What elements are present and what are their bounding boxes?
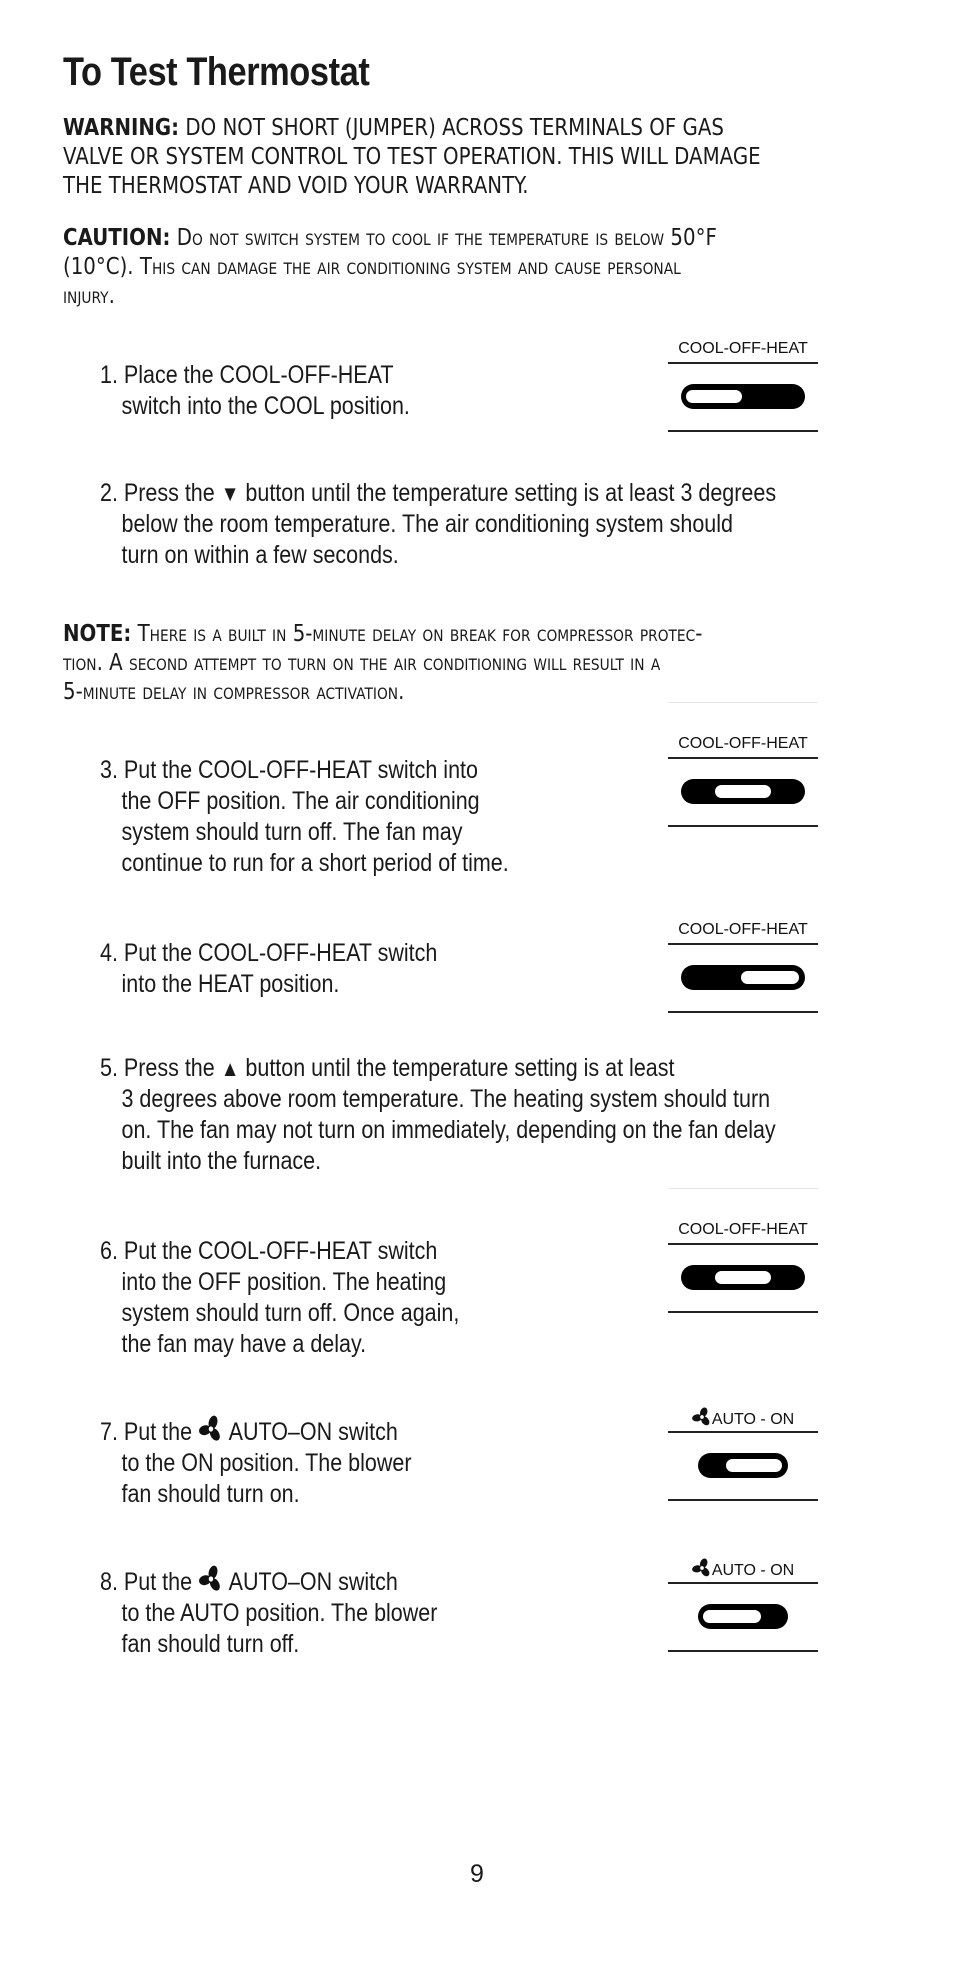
step-7-prefix: 7. Put the (100, 1418, 199, 1446)
step-5-suffix: button until the temperature setting is at least (239, 1054, 675, 1082)
mode-switch-cool (668, 338, 818, 432)
note-label: NOTE: (63, 621, 132, 647)
note-paragraph (63, 620, 897, 707)
switch-knob (739, 969, 801, 986)
warning-label: WARNING: (63, 115, 180, 141)
warning-line-2: VALVE OR SYSTEM CONTROL TO TEST OPERATION. THIS WILL DAMAGE (63, 144, 761, 170)
step-7-line-3: fan should turn on. (121, 1480, 300, 1508)
down-arrow-icon: ▼ (220, 481, 240, 506)
step-2-line-2: below the room temperature. The air conditioning system should (121, 510, 733, 538)
step-5-line-3: on. The fan may not turn on immediately, depending on the fan delay (121, 1116, 776, 1144)
step-6-line-3: system should turn off. Once again, (121, 1299, 460, 1327)
fan-icon (198, 1565, 224, 1593)
warning-line-3: THE THERMOSTAT AND VOID YOUR WARRANTY. (63, 173, 529, 199)
step-6-line-4: the fan may have a delay. (121, 1330, 367, 1358)
warning-paragraph (63, 114, 897, 201)
step-1-line-2: switch into the COOL position. (121, 392, 410, 420)
step-7-suffix: AUTO–ON switch (223, 1418, 398, 1446)
mode-switch-off-2 (668, 1219, 818, 1313)
caution-paragraph (63, 224, 897, 311)
note-line-3: 5-minute delay in compressor activation. (63, 679, 405, 705)
caution-line-2: (10°C). This can damage the air conditioning system and cause personal (63, 254, 681, 280)
step-2 (100, 478, 776, 571)
switch-knob (724, 1457, 784, 1474)
step-1-line-1: 1. Place the COOL-OFF-HEAT (100, 361, 394, 389)
step-3-line-2: the OFF position. The air conditioning (121, 787, 480, 815)
step-4-line-2: into the HEAT position. (121, 970, 340, 998)
switch-track (681, 384, 805, 409)
step-4-line-1: 4. Put the COOL-OFF-HEAT switch (100, 939, 438, 967)
step-5 (100, 1053, 776, 1177)
switch-track (698, 1604, 788, 1629)
divider (668, 702, 818, 703)
caution-label: CAUTION: (63, 225, 171, 251)
fan-icon (692, 1407, 712, 1427)
step-1 (100, 360, 410, 422)
fan-switch-auto (668, 1558, 818, 1652)
fan-icon (198, 1415, 224, 1443)
fan-switch-text: AUTO - ON (711, 1562, 795, 1579)
caution-line-3: injury. (63, 283, 115, 309)
fan-switch-label (668, 1407, 818, 1429)
step-2-suffix: button until the temperature setting is at least 3 degrees (239, 479, 777, 507)
step-6-line-1: 6. Put the COOL-OFF-HEAT switch (100, 1237, 438, 1265)
step-3 (100, 755, 509, 879)
step-2-prefix: 2. Press the (100, 479, 221, 507)
mode-switch-heat (668, 919, 818, 1013)
step-5-prefix: 5. Press the (100, 1054, 221, 1082)
step-8-suffix: AUTO–ON switch (223, 1568, 398, 1596)
fan-icon (692, 1558, 712, 1578)
warning-line-1: DO NOT SHORT (JUMPER) ACROSS TERMINALS OF GAS (185, 115, 724, 141)
mode-switch-label: COOL-OFF-HEAT (678, 1221, 808, 1238)
step-8-line-3: fan should turn off. (121, 1630, 300, 1658)
switch-knob (713, 783, 773, 800)
up-arrow-icon: ▲ (220, 1056, 240, 1081)
step-6 (100, 1236, 459, 1360)
switch-track (698, 1453, 788, 1478)
mode-switch-label: COOL-OFF-HEAT (678, 735, 808, 752)
step-3-line-3: system should turn off. The fan may (121, 818, 463, 846)
fan-switch-label (668, 1558, 818, 1580)
step-8-prefix: 8. Put the (100, 1568, 199, 1596)
page-number: 9 (470, 1860, 484, 1888)
switch-track (681, 1265, 805, 1290)
step-8 (100, 1565, 437, 1660)
step-2-line-3: turn on within a few seconds. (121, 541, 399, 569)
divider (668, 1188, 818, 1189)
step-4 (100, 938, 437, 1000)
switch-knob (713, 1269, 773, 1286)
note-line-1: There is a built in 5-minute delay on break for compressor protec- (137, 621, 703, 647)
step-8-line-2: to the AUTO position. The blower (121, 1599, 438, 1627)
mode-switch-label: COOL-OFF-HEAT (678, 921, 808, 938)
fan-switch-on (668, 1407, 818, 1501)
step-3-line-1: 3. Put the COOL-OFF-HEAT switch into (100, 756, 478, 784)
caution-line-1: Do not switch system to cool if the temperature is below 50°F (176, 225, 717, 251)
mode-switch-label: COOL-OFF-HEAT (678, 340, 808, 357)
fan-switch-text: AUTO - ON (711, 1411, 795, 1428)
step-7-line-2: to the ON position. The blower (121, 1449, 412, 1477)
step-3-line-4: continue to run for a short period of time. (121, 849, 509, 877)
switch-track (681, 779, 805, 804)
step-6-line-2: into the OFF position. The heating (121, 1268, 447, 1296)
switch-knob (701, 1608, 763, 1625)
page-title: To Test Thermostat (63, 50, 370, 94)
step-5-line-2: 3 degrees above room temperature. The heating system should turn (121, 1085, 771, 1113)
step-5-line-4: built into the furnace. (121, 1147, 322, 1175)
switch-knob (684, 388, 744, 405)
note-line-2: tion. A second attempt to turn on the air conditioning will result in a (63, 650, 661, 676)
mode-switch-off (668, 733, 818, 827)
switch-track (681, 965, 805, 990)
step-7 (100, 1415, 412, 1510)
